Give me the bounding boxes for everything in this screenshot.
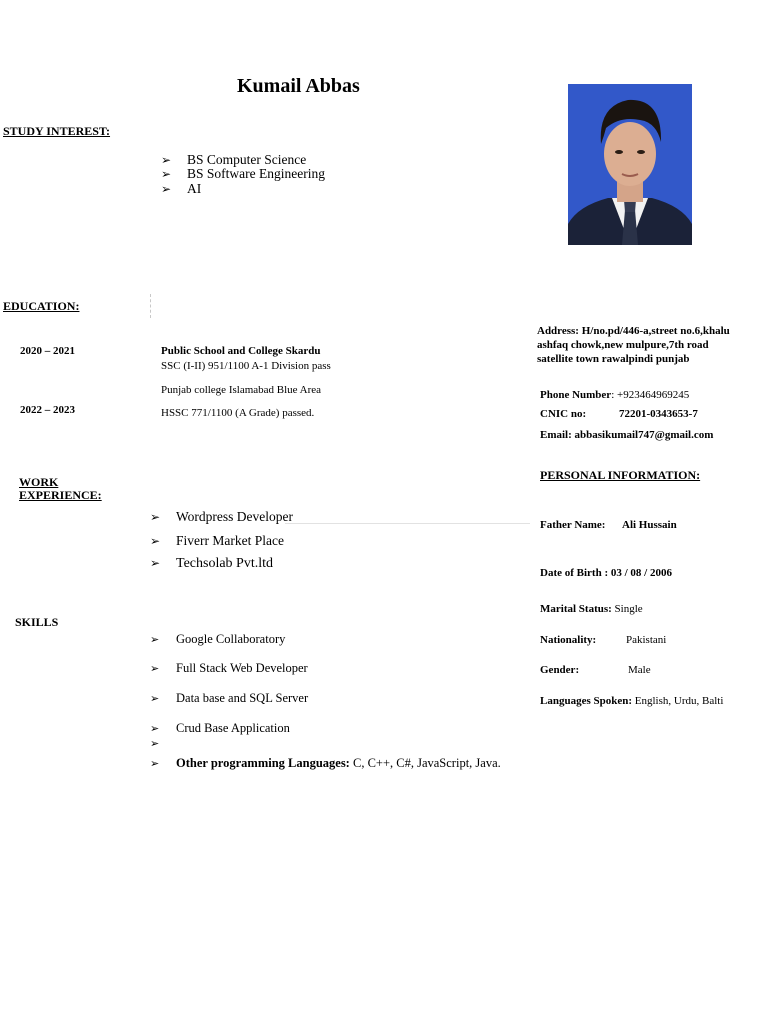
education-heading: EDUCATION:: [3, 299, 80, 313]
study-interest-item: ➢ BS Software Engineering: [161, 166, 325, 181]
skill-item: ➢ Full Stack Web Developer: [150, 661, 308, 675]
nationality-value: Pakistani: [626, 634, 667, 646]
education-detail: HSSC 771/1100 (A Grade) passed.: [161, 407, 315, 419]
skill-item: ➢ Crud Base Application: [150, 721, 290, 735]
phone: Phone Number: +923464969245: [540, 389, 690, 401]
education-detail: SSC (I-II) 951/1100 A-1 Division pass: [161, 360, 331, 372]
cnic-value: 72201-0343653-7: [619, 408, 698, 420]
work-heading-line2: EXPERIENCE:: [19, 488, 102, 502]
skill-item-empty: ➢: [150, 738, 160, 750]
resume-name: Kumail Abbas: [237, 75, 360, 97]
cnic-label: CNIC no:: [540, 408, 587, 420]
email: Email: abbasikumail747@gmail.com: [540, 429, 714, 441]
address: Address: H/no.pd/446-a,street no.6,khalu ashfaq chowk,new mulpure,7th road satellite town rawalpindi punjab: [537, 325, 730, 365]
skills-heading: SKILLS: [15, 615, 59, 629]
date-of-birth: Date of Birth : 03 / 08 / 2006: [540, 567, 672, 579]
skill-item: ➢ Data base and SQL Server: [150, 691, 309, 705]
other-languages: ➢ Other programming Languages: C, C++, C#, JavaScript, Java.: [150, 756, 501, 770]
work-item: ➢ Wordpress Developer: [150, 509, 293, 524]
divider: [150, 294, 151, 318]
study-interest-item: ➢ BS Computer Science: [161, 152, 307, 167]
work-heading-line1: WORK: [19, 475, 59, 489]
father-value: Ali Hussain: [622, 519, 677, 531]
study-interest-heading: STUDY INTEREST:: [3, 124, 111, 138]
divider: [285, 523, 530, 524]
education-school: Public School and College Skardu: [161, 345, 321, 357]
work-item: ➢ Fiverr Market Place: [150, 533, 284, 548]
father-label: Father Name:: [540, 519, 606, 531]
marital-status: Marital Status: Single: [540, 603, 643, 615]
gender-value: Male: [628, 664, 651, 676]
education-school: Punjab college Islamabad Blue Area: [161, 384, 322, 396]
education-years: 2020 – 2021: [20, 345, 75, 357]
nationality-label: Nationality:: [540, 634, 597, 646]
education-years: 2022 – 2023: [20, 404, 75, 416]
languages-spoken: Languages Spoken: English, Urdu, Balti: [540, 695, 724, 707]
gender-label: Gender:: [540, 664, 580, 676]
work-item: ➢ Techsolab Pvt.ltd: [150, 556, 274, 571]
study-interest-item: ➢ AI: [161, 181, 202, 196]
personal-heading: PERSONAL INFORMATION:: [540, 468, 701, 482]
profile-photo: [568, 84, 692, 245]
skill-item: ➢ Google Collaboratory: [150, 632, 286, 646]
